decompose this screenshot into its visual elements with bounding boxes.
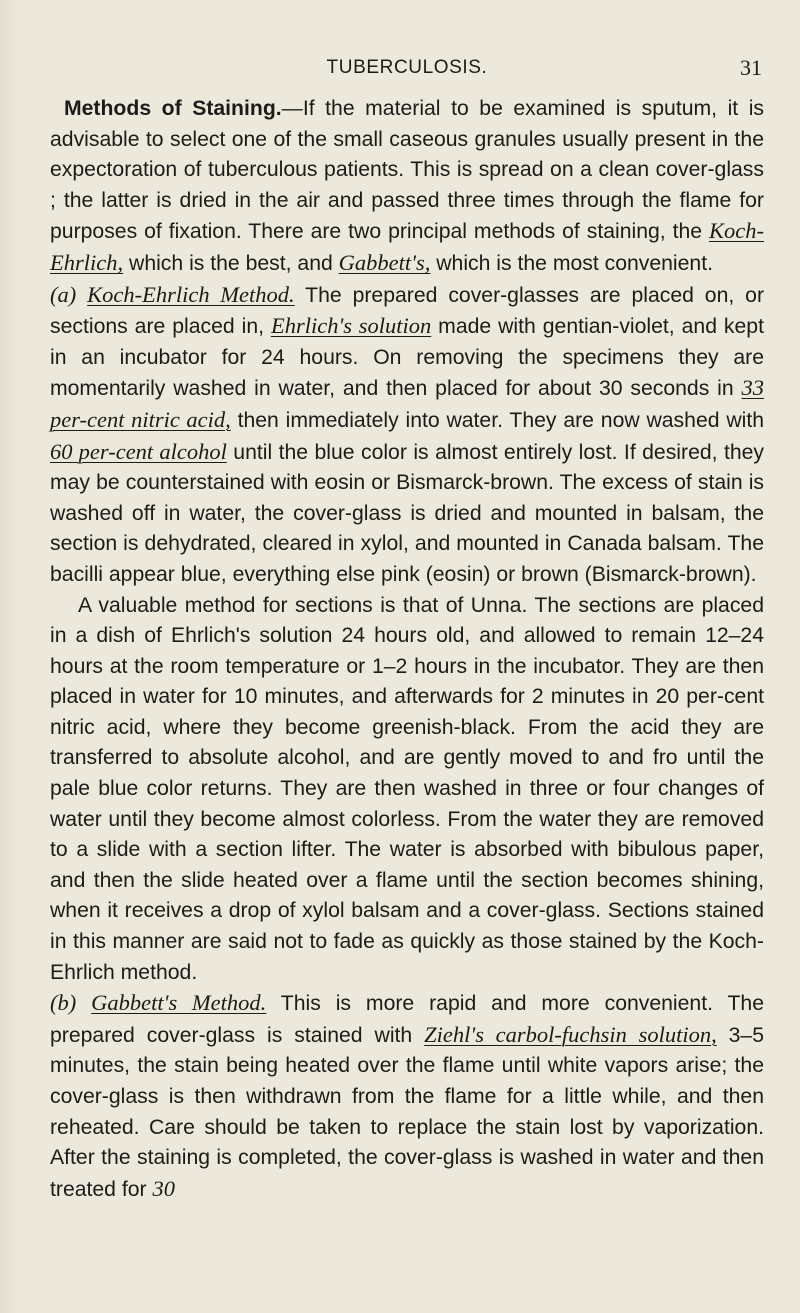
paragraph-gabbetts-method bbox=[50, 988, 764, 1205]
emphasis-duration: 30 bbox=[152, 1175, 175, 1201]
emphasis-nitric-acid: 33 per-cent nitric acid, bbox=[50, 375, 764, 432]
running-head: TUBERCULOSIS. bbox=[326, 57, 488, 78]
subsection-heading-koch-ehrlich: Koch-Ehrlich Method. bbox=[87, 281, 295, 307]
section-heading-methods-of-staining: Methods of Staining. bbox=[64, 97, 282, 120]
emphasis-gabbetts: Gabbett's, bbox=[338, 249, 431, 275]
paragraph-text: which is the most convenient. bbox=[430, 251, 713, 275]
page-header bbox=[50, 52, 764, 86]
paragraph-unna-method: A valuable method for sections is that of Unna. The sections are placed in a dish of Ehrlich's solution 24 hours old, and allowed to remain 12–24 hours at the room temperature or 1–2 hours in the incubator. They are then placed in water for 10 minutes, and afterwards for 2 minutes in 20 per-cent nitric acid, where they become greenish-black. From the acid they are transferred to absolute alcohol, and are gently moved to and fro until the pale blue color returns. They are then washed in three or four changes of water until they become almost colorless. From the water they are removed to a slide with a section lifter. The water is absorbed with bibulous paper, and then the slide heated over a flame until the section becomes shining, when it receives a drop of xylol balsam and a cover-glass. Sections stained in this manner are said not to fade as quickly as those stained by the Koch-Ehrlich method. bbox=[50, 593, 764, 984]
subsection-heading-gabbetts: Gabbett's Method. bbox=[91, 990, 267, 1016]
subsection-label-a: (a) bbox=[50, 281, 77, 307]
subsection-label-b: (b) bbox=[50, 990, 77, 1016]
paragraph-methods-of-staining bbox=[50, 94, 764, 280]
paragraph-text: until the blue color is almost entirely lost. If desired, they may be counterstained with eosin or Bismarck-brown. The excess of stain is washed off in water, the cover-glass is dried and mounted in balsam, the section is dehydrated, cleared in xylol, and mounted in Canada balsam. The bacilli appear blue, everything else pink (eosin) or brown (Bismarck-brown). bbox=[50, 440, 765, 586]
emphasis-alcohol: 60 per-cent alcohol bbox=[50, 438, 227, 464]
paragraph-koch-ehrlich-method bbox=[50, 280, 764, 591]
emphasis-koch-ehrlich: Koch-Ehrlich, bbox=[50, 218, 764, 275]
paragraph-text: 3–5 minutes, the stain being heated over the flame until white vapors arise; the cover-glass is then withdrawn from the flame for a little while, and then reheated. Care should be taken to replace the stain lost by vaporization. After the staining is completed, the cover-glass is washed in water and then treated for bbox=[50, 1023, 764, 1201]
paragraph-text: This is more rapid and more convenient. The prepared cover-glass is stained with bbox=[50, 992, 765, 1047]
paragraph-text: made with gentian-violet, and kept in an incubator for 24 hours. On removing the specimens they are momentarily washed in water, and then placed for about 30 seconds in bbox=[50, 315, 764, 401]
emphasis-ziehls-solution: Ziehl's carbol-fuchsin solution, bbox=[424, 1021, 717, 1047]
emphasis-ehrlichs-solution: Ehrlich's solution bbox=[270, 313, 432, 339]
paragraph-text: The prepared cover-glasses are placed on, or sections are placed in, bbox=[50, 283, 765, 339]
body-text bbox=[50, 94, 764, 1205]
paragraph-text: —If the material to be examined is sputum, it is advisable to select one of the small caseous granules usually present in the expectoration of tuberculous patients. This is spread on a clean cover-glass ; the latter is dried in the air and passed three times through the flame for purposes of fixation. There are two principal methods of staining, the bbox=[50, 97, 765, 244]
paragraph-text: then immediately into water. They are now washed with bbox=[230, 408, 765, 432]
page-number: 31 bbox=[740, 55, 762, 80]
paragraph-text: which is the best, and bbox=[123, 251, 339, 275]
